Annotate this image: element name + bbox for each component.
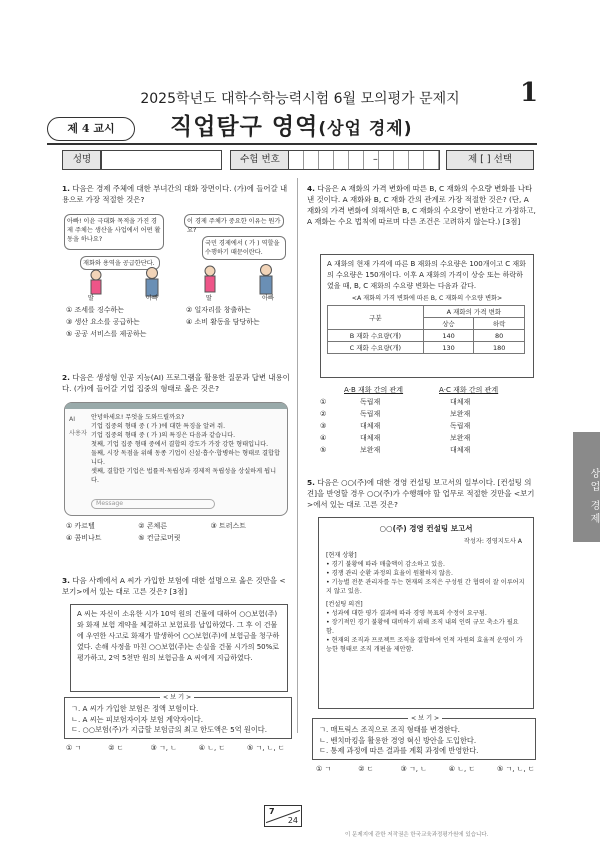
- q3-answer-2[interactable]: ② ㄷ: [108, 744, 124, 752]
- id-field[interactable]: [288, 150, 440, 170]
- q2-option-1[interactable]: ① 카르텔: [66, 522, 95, 530]
- q4-choice-5-ac: 대체재: [450, 446, 471, 454]
- q5-status-1: • 경기 불황에 따라 매출액이 감소하고 있음.: [326, 561, 446, 568]
- q5-report-title: ○○(주) 경영 컨설팅 보고서: [379, 524, 473, 533]
- q2-options: [66, 520, 296, 544]
- q2-stem: [62, 372, 290, 394]
- q2-chat-line-5: 둘째, 시장 독점을 위해 동종 기업이 신설·흡수·합병하는 형태로 결합합니다.: [91, 450, 280, 466]
- q2-option-3[interactable]: ③ 트러스트: [210, 522, 247, 530]
- q1-options-col1: [66, 304, 176, 340]
- id-label: 수험 번호: [230, 150, 290, 170]
- q1-bubble-dad1: 재화와 용역을 공급한단다.: [80, 256, 160, 270]
- q4-choice-1-ac: 대체재: [450, 398, 471, 406]
- copyright-notice: 이 문제지에 관한 저작권은 한국교육과정평가원에 있습니다.: [345, 832, 489, 838]
- q2-text: 다음은 생성형 인공 지능(AI) 프로그램을 활용한 질문과 답변 내용이다. (가)에 들어갈 기업 집중의 형태로 옳은 것은?: [62, 373, 290, 393]
- q1-label-4: 아빠: [262, 295, 274, 302]
- id-dash: –: [373, 154, 378, 165]
- q4-choice-2-ab: 독립재: [360, 410, 381, 418]
- q4-row1-up: 140: [423, 330, 474, 342]
- q3-case-box: A 씨는 자신이 소유한 시가 10억 원의 건물에 대하여 ○○보험(주)와 화재 보험 계약을 체결하고 보험료를 납입하였다. 그 후 이 건물에 우연한 사고로 화재가 발생하여 ○○보험(주)에 보험금을 청구하였다. 손해 사정을 마친 ○○보험(주)는 손실을 건물 시가의 50%로 평가하고, 2억 5천만 원의 보험금을 A 씨에게 지급하였다.: [70, 604, 288, 692]
- q5-stem: [307, 477, 537, 510]
- q3-stem: [62, 575, 290, 597]
- q1-option-3[interactable]: ③ 생산 요소를 공급하는: [66, 318, 140, 326]
- q4-choice-4-num: ④: [320, 434, 327, 442]
- q3-answer-1[interactable]: ① ㄱ: [66, 744, 82, 752]
- q4-choice-5[interactable]: [320, 444, 534, 456]
- q2-chat-messages: [91, 413, 281, 485]
- q5-text: 다음은 ○○(주)에 대한 경영 컨설팅 보고서의 일부이다. [컨설팅 의견]을 반영할 경우 ○○(주)가 수행해야 할 업무로 적절한 것만을 <보기>에서 있는 대로 고른 것은?: [307, 478, 535, 509]
- q4-table: [327, 305, 525, 354]
- page-number: 1: [520, 78, 539, 108]
- q5-bogi-title: < 보 기 >: [408, 714, 442, 723]
- q5-bogi-box: [312, 715, 536, 760]
- q2-option-4[interactable]: ④ 콤비나트: [66, 534, 102, 542]
- q4-choice-5-ab: 보완재: [360, 446, 381, 454]
- q4-th-kind: 구분: [328, 306, 424, 330]
- q3-bogi-3: ㄷ. ○○보험(주)가 지급할 보험금의 최고 한도액은 5억 원이다.: [71, 725, 268, 734]
- q1-option-1[interactable]: ① 조세를 징수하는: [66, 306, 125, 314]
- q3-number: 3.: [62, 576, 70, 585]
- q5-report-author: 작성자: 경영지도사 A: [463, 538, 522, 545]
- q1-stem: [62, 183, 290, 205]
- q2-chat-line-3: 기업 집중의 형태 중 ( 가 )의 특징은 다음과 같습니다.: [91, 432, 236, 439]
- q5-status-3: • 기능별 전문 관리자를 두는 현재의 조직은 구성원 간 협력이 잘 이루어지지 않고 있음.: [326, 579, 525, 595]
- q2-message-input[interactable]: Message: [91, 499, 215, 509]
- q1-option-5[interactable]: ⑤ 공공 서비스를 제공하는: [66, 330, 147, 338]
- q2-number: 2.: [62, 373, 70, 382]
- q4-row2-label: C 재화 수요량(개): [328, 342, 424, 354]
- q1-number: 1.: [62, 184, 70, 193]
- q4-stem: [307, 183, 537, 227]
- page-counter: [264, 805, 302, 827]
- q3-answer-4[interactable]: ④ ㄴ, ㄷ: [198, 744, 226, 752]
- q3-answers: [66, 742, 296, 754]
- q4-choice-3-ac: 독립재: [450, 422, 471, 430]
- q4-data-box: [320, 254, 534, 378]
- page-current: 7: [269, 807, 275, 816]
- page-total: 24: [287, 816, 298, 825]
- q5-status-2: • 경쟁 관리 순환 과정의 효율이 원활하지 않음.: [326, 570, 453, 577]
- q4-choice-2[interactable]: [320, 408, 534, 420]
- q5-answer-3[interactable]: ③ ㄱ, ㄴ: [400, 765, 427, 773]
- name-field[interactable]: [100, 150, 222, 170]
- q2-chat-line-2: 기업 집중의 형태 중 ( 가 )에 대한 특징을 알려 줘.: [91, 423, 226, 430]
- q3-text: 다음 사례에서 A 씨가 가입한 보험에 대한 설명으로 옳은 것만을 <보기>에서 있는 대로 고른 것은? [3점]: [62, 576, 286, 596]
- q2-user-label: 사용자: [69, 430, 87, 437]
- choice-label: 제 [ ] 선택: [446, 150, 534, 170]
- q4-text: 다음은 A 재화의 가격 변화에 따른 B, C 재화의 수요량 변화를 나타낸 것이다. A 재화와 B, C 재화 간의 관계로 가장 적절한 것은? (단, A 재화의 가격 변화에 의해서만 B, C 재화의 수요량이 변한다고 가정하고, A 재화는 수요 법칙에 따르며 다른 조건은 고려하지 않는다.) [3점]: [307, 184, 536, 226]
- q1-bubble-kid1: 아빠! 이윤 극대화 목적을 가진 경제 주체는 생산을 사업에서 어떤 활동을 하나요?: [64, 214, 164, 250]
- q2-option-2[interactable]: ② 콘체른: [138, 522, 168, 530]
- q4-number: 4.: [307, 184, 315, 193]
- q4-th-down: 하락: [474, 318, 525, 330]
- q1-label-1: 딸: [88, 295, 94, 302]
- q2-option-5[interactable]: ⑤ 컨글로머릿: [138, 534, 181, 542]
- subject-main: 직업탐구 영역: [170, 114, 319, 140]
- q4-choice-5-num: ⑤: [320, 446, 327, 454]
- q2-ai-label: AI: [69, 416, 76, 423]
- q3-bogi-2: ㄴ. A 씨는 피보험자이자 보험 계약자이다.: [71, 714, 204, 724]
- subject-sub: (상업 경제): [318, 119, 413, 139]
- q5-opinion-3: • 현재의 조직과 프로젝트 조직을 결합하여 인적 자원의 효율적 운영이 가능한 형태로 조직 개편을 제안함.: [326, 637, 523, 653]
- q1-label-3: 딸: [206, 295, 212, 302]
- q5-bogi-3: ㄷ. 통제 과정에 따른 결과를 계획 과정에 반영한다.: [319, 746, 479, 755]
- q1-option-4[interactable]: ④ 소비 활동을 담당하는: [186, 318, 260, 326]
- q5-opinion-label: [컨설팅 의견]: [326, 601, 363, 608]
- q4-th-up: 상승: [423, 318, 474, 330]
- q4-choice-1-ab: 독립재: [360, 398, 381, 406]
- q4-choice-3-ab: 대체재: [360, 422, 381, 430]
- q5-answer-5[interactable]: ⑤ ㄱ, ㄴ, ㄷ: [496, 765, 535, 773]
- q4-table-title: <A 재화의 가격 변화에 따른 B, C 재화의 수요량 변화>: [351, 295, 503, 302]
- q5-opinion-2: • 장기적인 경기 불황에 대비하기 위해 조직 내의 인력 규모 축소가 필요함.: [326, 619, 519, 635]
- table-row: [328, 330, 525, 342]
- q4-choice-2-ac: 보완재: [450, 410, 471, 418]
- q4-choice-3[interactable]: [320, 420, 534, 432]
- q1-bubble-dad2: 국민 경제에서 ( 가 ) 역할을 수행하기 때문이란다.: [202, 236, 286, 260]
- q4-row1-label: B 재화 수요량(개): [328, 330, 424, 342]
- q4-th-change: A 재화의 가격 변화: [423, 306, 524, 318]
- q5-number: 5.: [307, 478, 315, 487]
- q5-answers: [316, 763, 546, 775]
- q1-option-2[interactable]: ② 일자리를 창출하는: [186, 306, 251, 314]
- q1-options-col2: [186, 304, 296, 328]
- q5-answer-4[interactable]: ④ ㄴ, ㄷ: [448, 765, 476, 773]
- q1-bubble-kid2: 이 경제 주체가 중요한 이유는 뭔가요?: [184, 214, 284, 228]
- exam-title: 2025학년도 대학수학능력시험 6월 모의평가 문제지: [140, 91, 460, 107]
- q5-report-box: [318, 517, 534, 709]
- q1-label-2: 아빠: [146, 295, 158, 302]
- q4-choice-1[interactable]: [320, 396, 534, 408]
- q3-answer-5[interactable]: ⑤ ㄱ, ㄴ, ㄷ: [246, 744, 285, 752]
- q1-illustration: [62, 212, 290, 302]
- q4-choice-header-ac: A·C 재화 간의 관계: [439, 386, 499, 394]
- q2-chat-window: [64, 402, 288, 516]
- q3-bogi-1: ㄱ. A 씨가 가입한 보험은 정액 보험이다.: [71, 704, 199, 713]
- q3-answer-3[interactable]: ③ ㄱ, ㄴ: [150, 744, 177, 752]
- q4-row1-down: 80: [474, 330, 525, 342]
- q5-opinion-1: • 성과에 대한 평가 결과에 따라 경영 목표의 수정이 요구됨.: [326, 610, 487, 617]
- q2-chat-line-1: 안녕하세요! 무엇을 도와드릴까요?: [91, 414, 185, 421]
- q5-answer-1[interactable]: ① ㄱ: [316, 765, 332, 773]
- q4-choice-1-num: ①: [320, 398, 327, 406]
- q4-choice-4-ac: 보완재: [450, 434, 471, 442]
- q3-bogi-box: [64, 694, 292, 739]
- q4-choice-3-num: ③: [320, 422, 327, 430]
- subject-side-tab: 상업 경제: [573, 432, 600, 542]
- q1-text: 다음은 경제 주체에 대한 부녀간의 대화 장면이다. (가)에 들어갈 내용으로 가장 적절한 것은?: [62, 184, 288, 204]
- q2-chat-line-6: 셋째, 결합한 기업은 법률적·독립성과 경제적 독립성을 상실하게 됩니다.: [91, 468, 277, 484]
- q5-bogi-1: ㄱ. 매트릭스 조직으로 조직 형태를 변경한다.: [319, 725, 460, 734]
- q4-row2-up: 130: [423, 342, 474, 354]
- q3-bogi-title: < 보 기 >: [160, 693, 194, 702]
- table-row: [328, 342, 525, 354]
- info-bar: [62, 150, 532, 168]
- period-badge: 제 4 교시: [47, 117, 135, 141]
- q4-choice-2-num: ②: [320, 410, 327, 418]
- q4-box-text: A 재화의 현재 가격에 따른 B 재화의 수요량은 100개이고 C 재화의 수요량은 150개이다. 이후 A 재화의 가격이 상승 또는 하락하였을 때, B, C 재화의 수요량 변화는 다음과 같다.: [327, 260, 526, 290]
- header-rule: [47, 143, 537, 145]
- q4-choice-4-ab: 대체재: [360, 434, 381, 442]
- name-label: 성명: [62, 150, 102, 170]
- q4-choices: [320, 384, 534, 456]
- q5-status-label: [현재 상황]: [326, 552, 357, 559]
- q2-chat-line-4: 첫째, 기업 집중 형태 중에서 결합의 강도가 가장 강한 형태입니다.: [91, 441, 269, 448]
- subject-title: [170, 108, 412, 141]
- q2-chat-statusbar: [65, 403, 287, 409]
- q1-people-left: [82, 267, 172, 302]
- q4-choice-4[interactable]: [320, 432, 534, 444]
- q5-bogi-2: ㄴ. 벤치마킹을 활용한 경영 혁신 방안을 도입한다.: [319, 735, 477, 745]
- q5-answer-2[interactable]: ② ㄷ: [358, 765, 374, 773]
- column-divider: [297, 178, 298, 733]
- q4-choice-header-ab: A·B 재화 간의 관계: [344, 386, 404, 394]
- q4-row2-down: 180: [474, 342, 525, 354]
